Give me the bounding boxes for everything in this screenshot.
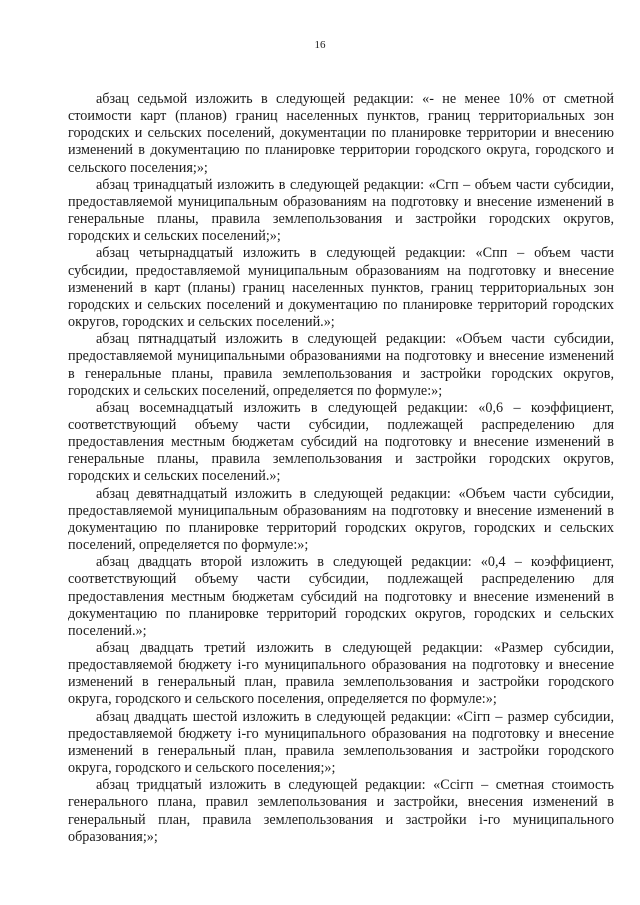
paragraph-22: абзац двадцать второй изложить в следующей редакции: «0,4 – коэффициент, соответствующий объему части субсидии, подлежащей распределению для предоставления местным бюджетам субсидий на подготовку и внесение изменений в документацию по планировке территорий городских округов, городских и сельских поселений.»; (68, 554, 614, 639)
paragraph-26: абзац двадцать шестой изложить в следующей редакции: «Сiгп – размер субсидии, предоставляемой бюджету i-го муниципального образования на подготовку и внесение изменений в генеральный план, правила землепользования и застройки городского округа, городского и сельского поселения;»; (68, 708, 614, 777)
document-body (68, 91, 614, 846)
paragraph-7: абзац седьмой изложить в следующей редакции: «- не менее 10% от сметной стоимости карт (планов) границ населенных пунктов, границ территориальных зон городских и сельских поселений, документации по планировке территории и внесению изменений в документацию по планировке территории городского округа, городского и сельского поселения;»; (68, 91, 614, 176)
paragraph-19: абзац девятнадцатый изложить в следующей редакции: «Объем части субсидии, предоставляемой муниципальным образованиям на подготовку и внесение изменений в документацию по планировке территорий городских округов, городских и сельских поселений, определяется по формуле:»; (68, 485, 614, 554)
paragraph-14: абзац четырнадцатый изложить в следующей редакции: «Спп – объем части субсидии, предоставляемой муниципальным образованиям на подготовку и внесение изменений в карт (планы) границ населенных пунктов, границ территориальных зон городских и сельских поселений и документацию по планировке территорий городских округов, городских и сельских поселений.»; (68, 245, 614, 331)
page-number: 16 (314, 39, 326, 51)
paragraph-23: абзац двадцать третий изложить в следующей редакции: «Размер субсидии, предоставляемой бюджету i-го муниципального образования на подготовку и внесение изменений в генеральный план, правила землепользования и застройки городского округа, городского и сельского поселения, определяется по формуле:»; (68, 640, 614, 708)
paragraph-30: абзац тридцатый изложить в следующей редакции: «Ссiгп – сметная стоимость генерального плана, правил землепользования и застройки, внесения изменений в генеральный план, правила землепользования и застройки i-го муниципального образования;»; (68, 777, 614, 845)
paragraph-18: абзац восемнадцатый изложить в следующей редакции: «0,6 – коэффициент, соответствующий объему части субсидии, подлежащей распределению для предоставления местным бюджетам субсидий на подготовку и внесение изменений в генеральные планы, правила землепользования и застройки городских округов, городских и сельских поселений.»; (68, 399, 614, 485)
paragraph-15: абзац пятнадцатый изложить в следующей редакции: «Объем части субсидии, предоставляемой муниципальными образованиями на подготовку и внесение изменений в генеральные планы, правила землепользования и застройки городских округов, городских и сельских поселений, определяется по формуле:»; (68, 331, 614, 399)
paragraph-13: абзац тринадцатый изложить в следующей редакции: «Сгп – объем части субсидии, предоставляемой муниципальным образованиям на подготовку и внесение изменений в генеральные планы, правила землепользования и застройки городских округов, городских и сельских поселений;»; (68, 176, 614, 245)
